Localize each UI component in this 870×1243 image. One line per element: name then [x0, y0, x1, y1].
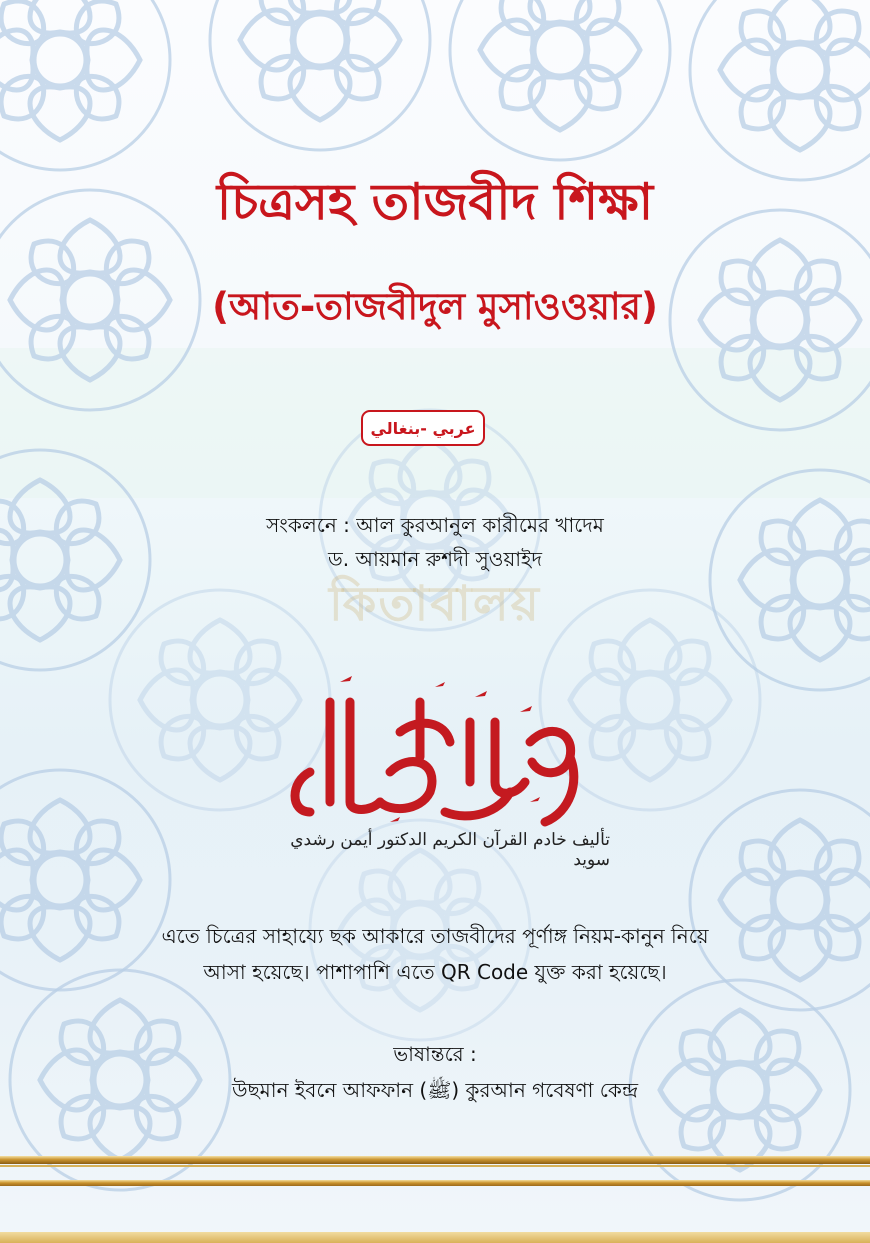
- compiler-block: [0, 508, 870, 576]
- description-block: [60, 918, 810, 990]
- language-badge-label: عربي -بنغالي: [370, 418, 476, 438]
- translation-block: [0, 1036, 870, 1108]
- gold-border-rule-thin: [0, 1165, 870, 1167]
- gold-border-rule-lower: [0, 1180, 870, 1186]
- compiler-line-1: সংকলনে : আল কুরআনুল কারীমের খাদেম: [266, 513, 604, 537]
- translation-label: ভাষান্তরে :: [393, 1042, 477, 1066]
- gold-bottom-edge: [0, 1232, 870, 1243]
- description-line-2: আসা হয়েছে। পাশাপাশি এতে QR Code যুক্ত করা হয়েছে।: [203, 960, 667, 984]
- arabic-calligraphy-logo: [270, 662, 600, 832]
- language-badge: [361, 410, 485, 446]
- book-subtitle: (আত-তাজবীদুল মুসাওওয়ার): [212, 285, 658, 328]
- compiler-line-2: ড. আয়মান রুশদী সুওয়াইদ: [328, 547, 542, 571]
- description-line-1: এতে চিত্রের সাহায্যে ছক আকারে তাজবীদের পূর্ণাঙ্গ নিয়ম-কানুন নিয়ে: [161, 924, 709, 948]
- gold-border-rule: [0, 1156, 870, 1164]
- book-title: চিত্রসহ তাজবীদ শিক্ষা: [216, 173, 654, 231]
- publisher-watermark: কিতাবালয়: [329, 576, 541, 632]
- translator-name: উছমান ইবনে আফফান (ﷺ) কুরআন গবেষণা কেন্দ্র: [231, 1078, 639, 1102]
- arabic-author-line: تأليف خادم القرآن الكريم الدكتور أيمن رشدي سويد: [290, 830, 610, 870]
